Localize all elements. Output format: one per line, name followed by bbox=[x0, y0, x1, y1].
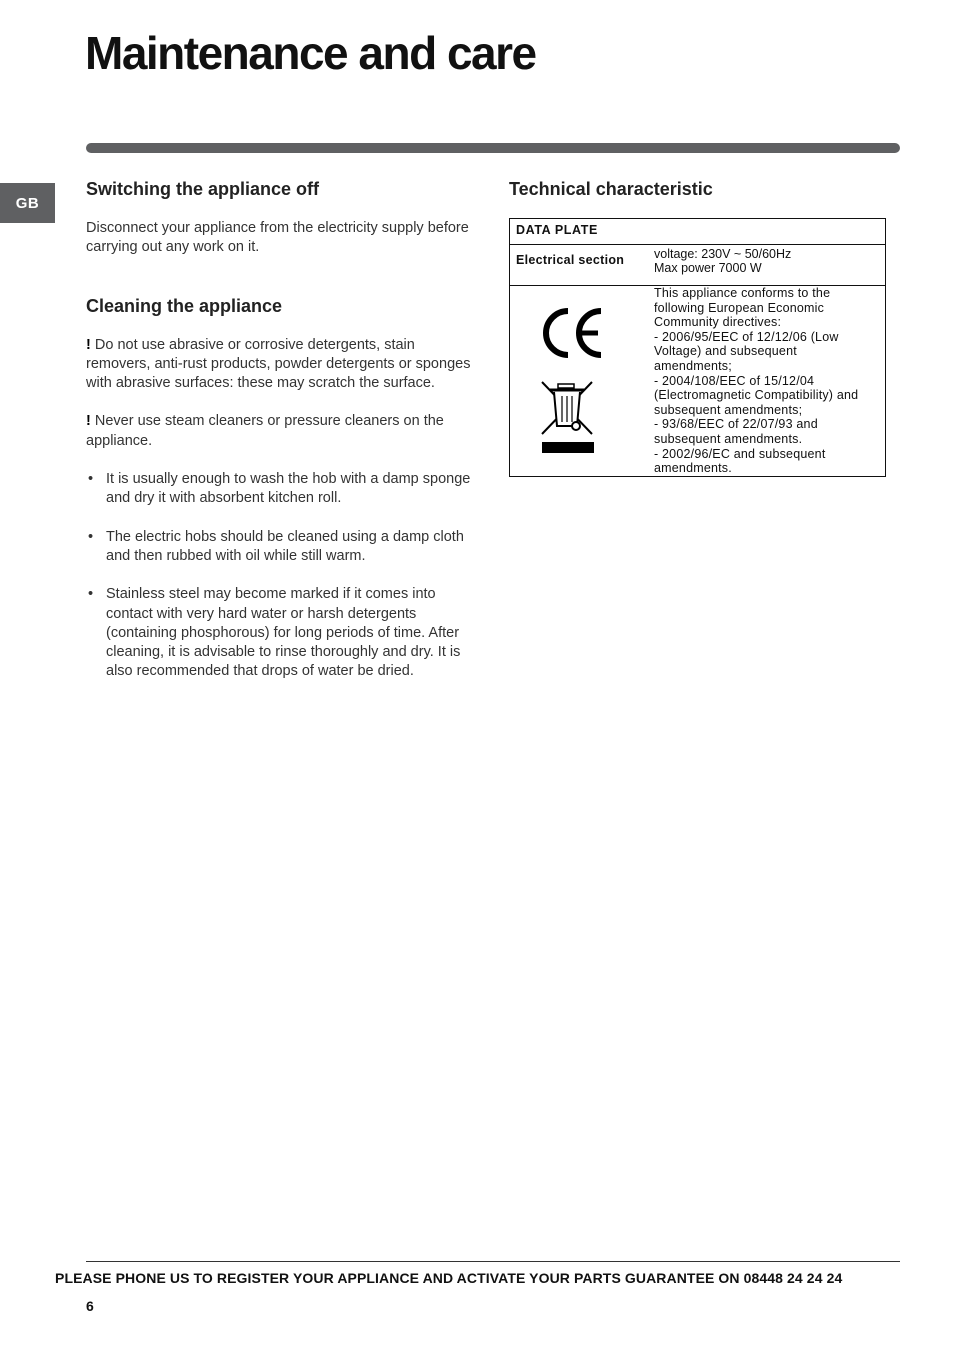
voltage-value: voltage: 230V ~ 50/60Hz bbox=[654, 247, 792, 261]
conformity-line: subsequent amendments. bbox=[654, 431, 803, 446]
warning-mark: ! bbox=[86, 413, 91, 430]
max-power-value: Max power 7000 W bbox=[654, 261, 762, 275]
footer-divider bbox=[86, 1261, 900, 1262]
conformity-line: This appliance conforms to the bbox=[654, 286, 831, 300]
conformity-text bbox=[650, 286, 886, 477]
language-tab: GB bbox=[0, 183, 55, 223]
warning-mark: ! bbox=[86, 336, 91, 353]
technical-heading: Technical characteristic bbox=[509, 179, 713, 199]
conformity-line: - 2006/95/EEC of 12/12/06 (Low bbox=[654, 329, 839, 344]
switching-off-heading: Switching the appliance off bbox=[86, 179, 320, 199]
list-item-text: It is usually enough to wash the hob with a damp sponge and dry it with absorbent kitchen roll. bbox=[106, 471, 471, 507]
conformity-line: following European Economic bbox=[654, 300, 825, 315]
conformity-line: Voltage) and subsequent bbox=[654, 344, 797, 359]
warning-text: Never use steam cleaners or pressure cleaners on the appliance. bbox=[86, 413, 444, 449]
cleaning-warning-1 bbox=[86, 336, 471, 394]
conformity-line: - 2004/108/EEC of 15/12/04 bbox=[654, 373, 815, 388]
data-plate-table bbox=[509, 218, 886, 477]
page-number: 6 bbox=[86, 1298, 94, 1314]
cleaning-warning-2 bbox=[86, 412, 471, 451]
list-item-text: The electric hobs should be cleaned using a damp cloth and then rubbed with oil while still warm. bbox=[106, 528, 464, 564]
electrical-section-label: Electrical section bbox=[510, 245, 651, 286]
warning-text: Do not use abrasive or corrosive detergents, stain removers, anti-rust products, powder detergents or sponges with abrasive surfaces: these may scratch the surface. bbox=[86, 336, 471, 392]
conformity-line: Community directives: bbox=[654, 315, 782, 330]
list-item-text: Stainless steel may become marked if it comes into contact with very hard water or harsh detergents (containing phosphorous) for long periods of time. After cleaning, it is advisable to rinse thoroughly and dry. It is also recommended that drops of water be dried. bbox=[106, 586, 461, 680]
bullet-mark: • bbox=[88, 586, 94, 603]
left-column bbox=[86, 176, 471, 682]
switching-off-text: Disconnect your appliance from the electricity supply before carrying out any work on it. bbox=[86, 220, 469, 256]
weee-crossed-bin-icon bbox=[540, 378, 596, 456]
ce-mark-icon bbox=[538, 306, 608, 360]
bullet-mark: • bbox=[88, 471, 94, 488]
data-plate-title: DATA PLATE bbox=[510, 219, 886, 245]
list-item bbox=[86, 585, 471, 681]
bullet-mark: • bbox=[88, 528, 94, 545]
footer-guarantee-note: PLEASE PHONE US TO REGISTER YOUR APPLIANCE AND ACTIVATE YOUR PARTS GUARANTEE ON 08448 24 24 24 bbox=[55, 1270, 843, 1286]
list-item bbox=[86, 528, 471, 567]
cleaning-heading: Cleaning the appliance bbox=[86, 295, 283, 316]
conformity-line: - 2002/96/EC and subsequent bbox=[654, 446, 826, 461]
certification-icons bbox=[510, 286, 651, 477]
conformity-line: - 93/68/EEC of 22/07/93 and bbox=[654, 417, 818, 432]
header-divider bbox=[86, 143, 900, 153]
conformity-line: subsequent amendments; bbox=[654, 402, 803, 417]
conformity-line: amendments; bbox=[654, 358, 732, 373]
list-item bbox=[86, 470, 471, 509]
page-title: Maintenance and care bbox=[85, 27, 536, 79]
conformity-line: (Electromagnetic Compatibility) and bbox=[654, 388, 859, 403]
right-column bbox=[509, 176, 889, 202]
conformity-line: amendments. bbox=[654, 461, 732, 476]
electrical-section-values bbox=[650, 245, 886, 286]
